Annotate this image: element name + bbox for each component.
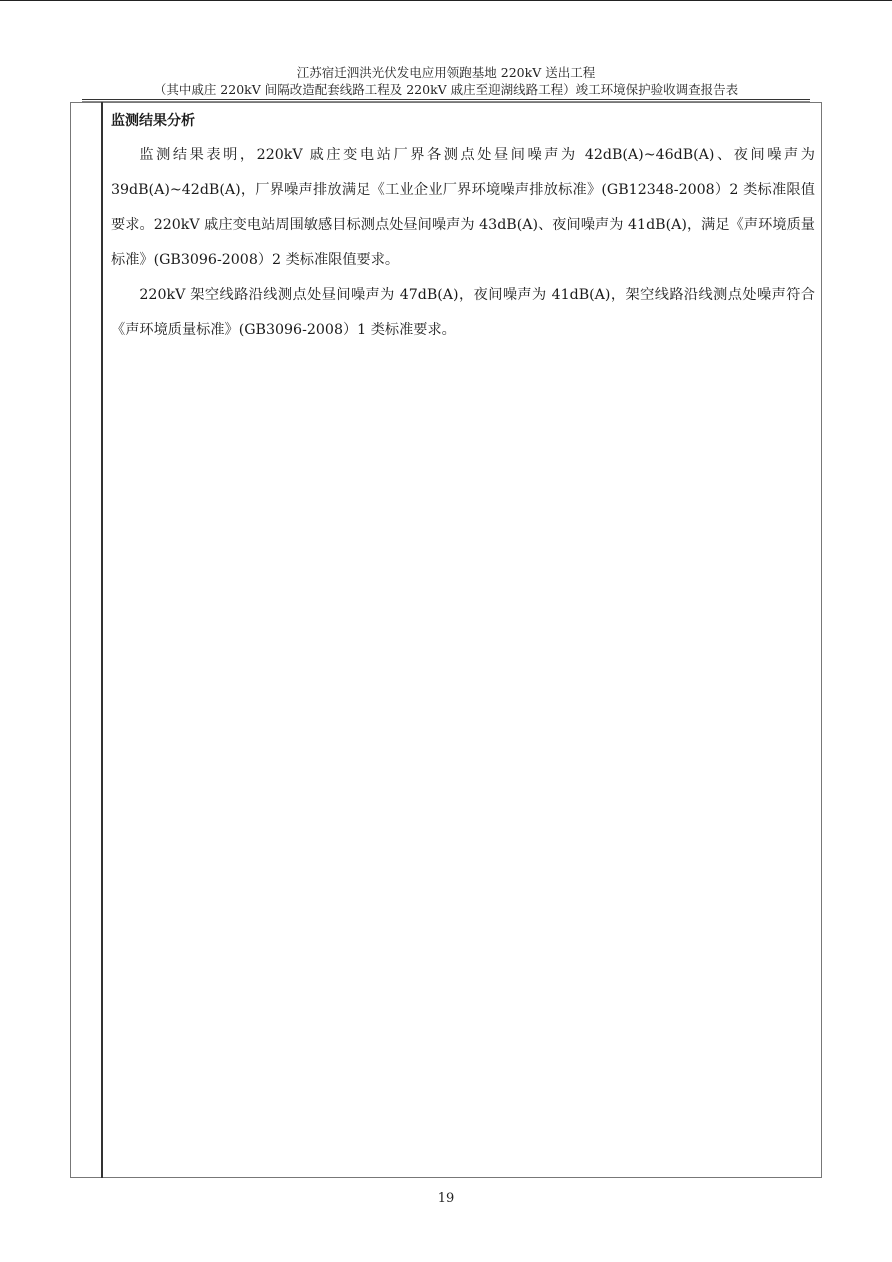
header-title-line-1: 江苏宿迁泗洪光伏发电应用领跑基地 220kV 送出工程	[296, 65, 596, 80]
document-header	[0, 64, 892, 98]
header-divider	[82, 99, 810, 100]
table-inner-left-rule	[101, 102, 103, 1178]
paragraph-line-noise: 220kV 架空线路沿线测点处昼间噪声为 47dB(A)，夜间噪声为 41dB(A)，架空线路沿线测点处噪声符合《声环境质量标准》(GB3096-2008）1 类标准要求。	[111, 287, 815, 338]
paragraph-substation-noise: 监测结果表明，220kV 戚庄变电站厂界各测点处昼间噪声为 42dB(A)~46dB(A)、夜间噪声为39dB(A)~42dB(A)，厂界噪声排放满足《工业企业厂界环境噪声排放标准》(GB12348-2008）2 类标准限值要求。220kV 戚庄变电站周围敏感目标测点处昼间噪声为 43dB(A)、夜间噪声为 41dB(A)，满足《声环境质量标准》(GB3096-2008）2 类标准限值要求。	[111, 147, 815, 268]
table-content-cell	[111, 108, 815, 348]
section-title: 监测结果分析	[111, 113, 195, 129]
page-number: 19	[437, 1191, 455, 1206]
top-border-line	[0, 0, 892, 1]
header-title-line-2: （其中戚庄 220kV 间隔改造配套线路工程及 220kV 戚庄至迎湖线路工程）竣工环境保护验收调查报告表	[153, 82, 739, 97]
